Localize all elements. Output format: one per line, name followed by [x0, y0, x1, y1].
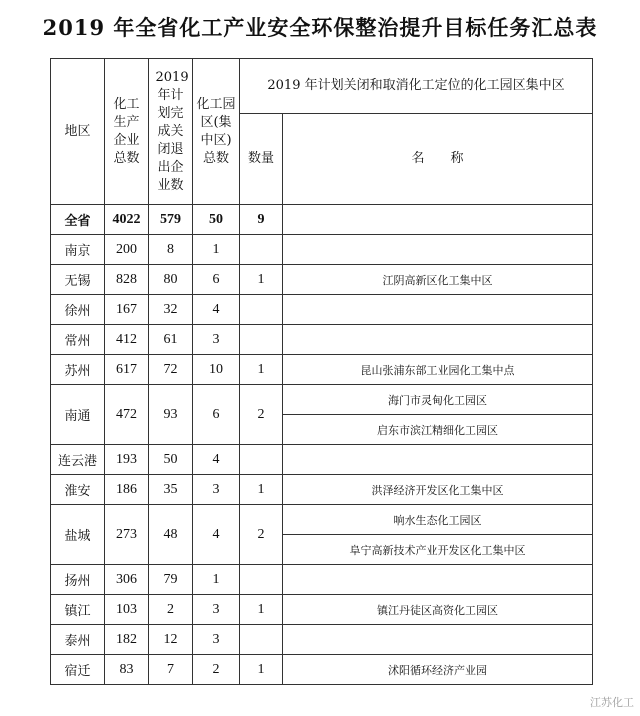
cell-exit: 2 — [149, 595, 193, 625]
cell-parks: 3 — [193, 595, 240, 625]
cell-enterprises: 617 — [105, 355, 149, 385]
cell-enterprises: 472 — [105, 385, 149, 445]
cell-region: 常州 — [51, 325, 105, 355]
table-row — [51, 445, 593, 475]
cell-region: 南通 — [51, 385, 105, 445]
table-row-total — [51, 205, 593, 235]
table-row — [51, 475, 593, 505]
cell-parks: 1 — [193, 565, 240, 595]
cell-park-name — [283, 235, 593, 265]
cell-park-name: 江阴高新区化工集中区 — [283, 265, 593, 295]
cell-exit: 7 — [149, 655, 193, 685]
cell-region: 无锡 — [51, 265, 105, 295]
table-row — [51, 265, 593, 295]
cell-park-name — [283, 565, 593, 595]
cell-enterprises: 306 — [105, 565, 149, 595]
watermark: 江苏化工 — [590, 696, 634, 709]
cell-count — [240, 565, 283, 595]
cell-count: 2 — [240, 385, 283, 445]
cell-enterprises: 103 — [105, 595, 149, 625]
header-name: 名 称 — [283, 114, 593, 205]
table-body — [51, 205, 593, 685]
cell-region: 南京 — [51, 235, 105, 265]
cell-park-name — [283, 295, 593, 325]
cell-enterprises: 167 — [105, 295, 149, 325]
cell-enterprises: 182 — [105, 625, 149, 655]
cell-count: 1 — [240, 265, 283, 295]
table-row — [51, 325, 593, 355]
cell-parks: 4 — [193, 505, 240, 565]
cell-count — [240, 445, 283, 475]
cell-enterprises: 200 — [105, 235, 149, 265]
cell-enterprises: 83 — [105, 655, 149, 685]
cell-exit: 50 — [149, 445, 193, 475]
cell-region: 泰州 — [51, 625, 105, 655]
table-row — [51, 505, 593, 535]
table-row — [51, 355, 593, 385]
cell-park-name: 洪泽经济开发区化工集中区 — [283, 475, 593, 505]
cell-count: 1 — [240, 655, 283, 685]
cell-region: 连云港 — [51, 445, 105, 475]
cell-parks: 4 — [193, 295, 240, 325]
cell-park-name — [283, 625, 593, 655]
cell-exit: 8 — [149, 235, 193, 265]
table-row — [51, 655, 593, 685]
cell-park-name: 阜宁高新技术产业开发区化工集中区 — [283, 535, 593, 565]
cell-count — [240, 295, 283, 325]
cell-enterprises: 412 — [105, 325, 149, 355]
cell-park-name: 响水生态化工园区 — [283, 505, 593, 535]
cell-exit: 35 — [149, 475, 193, 505]
cell-parks: 10 — [193, 355, 240, 385]
cell-parks: 6 — [193, 265, 240, 295]
cell-region: 苏州 — [51, 355, 105, 385]
cell-exit: 32 — [149, 295, 193, 325]
cell-count — [240, 325, 283, 355]
cell-enterprises: 273 — [105, 505, 149, 565]
cell-park-name: 昆山张浦东部工业园化工集中点 — [283, 355, 593, 385]
table-row — [51, 595, 593, 625]
cell-count: 1 — [240, 595, 283, 625]
cell-region: 徐州 — [51, 295, 105, 325]
cell-count: 1 — [240, 355, 283, 385]
header-region: 地区 — [51, 59, 105, 205]
cell-park-name: 沭阳循环经济产业园 — [283, 655, 593, 685]
cell-count: 9 — [240, 205, 283, 235]
cell-enterprises: 186 — [105, 475, 149, 505]
cell-park-name — [283, 325, 593, 355]
cell-parks: 2 — [193, 655, 240, 685]
cell-count — [240, 235, 283, 265]
cell-parks: 6 — [193, 385, 240, 445]
cell-park-name: 启东市滨江精细化工园区 — [283, 415, 593, 445]
cell-exit: 61 — [149, 325, 193, 355]
cell-region: 淮安 — [51, 475, 105, 505]
cell-enterprises: 4022 — [105, 205, 149, 235]
cell-park-name: 镇江丹徒区高资化工园区 — [283, 595, 593, 625]
cell-park-name: 海门市灵甸化工园区 — [283, 385, 593, 415]
cell-enterprises: 193 — [105, 445, 149, 475]
cell-exit: 579 — [149, 205, 193, 235]
header-exit-plan: 2019年计划完成关闭退出企业数 — [149, 59, 193, 205]
cell-parks: 3 — [193, 475, 240, 505]
cell-parks: 50 — [193, 205, 240, 235]
cell-count: 1 — [240, 475, 283, 505]
header-enterprises: 化工生产企业总数 — [105, 59, 149, 205]
cell-exit: 80 — [149, 265, 193, 295]
table-row — [51, 565, 593, 595]
cell-park-name — [283, 445, 593, 475]
cell-region: 宿迁 — [51, 655, 105, 685]
cell-exit: 48 — [149, 505, 193, 565]
cell-exit: 79 — [149, 565, 193, 595]
cell-exit: 72 — [149, 355, 193, 385]
cell-name — [283, 205, 593, 235]
cell-exit: 12 — [149, 625, 193, 655]
table-row — [51, 235, 593, 265]
summary-table — [50, 58, 593, 685]
table-row — [51, 295, 593, 325]
header-plan-group: 2019 年计划关闭和取消化工定位的化工园区集中区 — [240, 59, 593, 114]
cell-region: 扬州 — [51, 565, 105, 595]
cell-enterprises: 828 — [105, 265, 149, 295]
header-count: 数量 — [240, 114, 283, 205]
cell-exit: 93 — [149, 385, 193, 445]
cell-parks: 4 — [193, 445, 240, 475]
cell-parks: 3 — [193, 625, 240, 655]
cell-count — [240, 625, 283, 655]
cell-parks: 3 — [193, 325, 240, 355]
cell-region: 全省 — [51, 205, 105, 235]
cell-parks: 1 — [193, 235, 240, 265]
header-parks: 化工园区(集中区)总数 — [193, 59, 240, 205]
page-title: 2019 年全省化工产业安全环保整治提升目标任务汇总表 — [42, 15, 598, 40]
cell-region: 镇江 — [51, 595, 105, 625]
table-row — [51, 385, 593, 415]
cell-count: 2 — [240, 505, 283, 565]
cell-region: 盐城 — [51, 505, 105, 565]
table-row — [51, 625, 593, 655]
